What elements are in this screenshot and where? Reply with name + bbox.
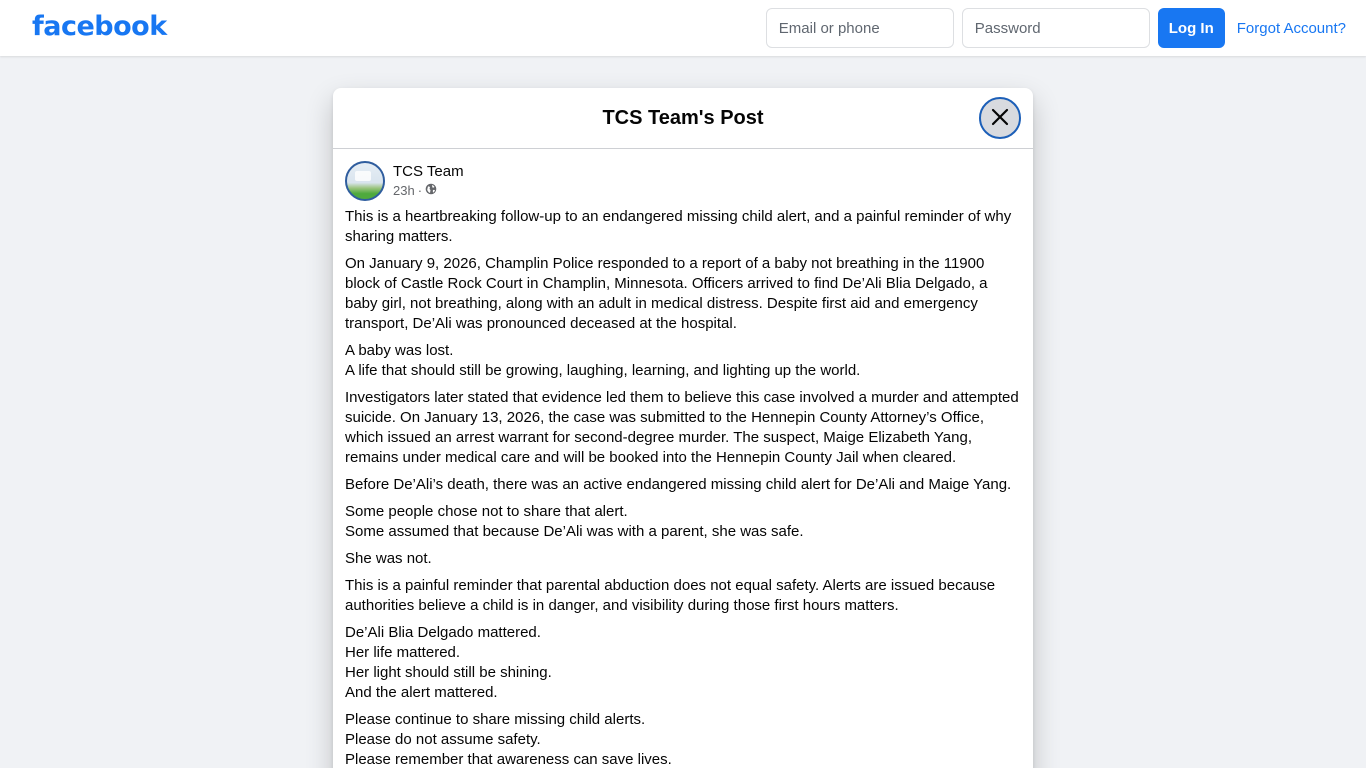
post-header	[333, 149, 1033, 201]
post-line: This is a painful reminder that parental abduction does not equal safety. Alerts are issued because authorities believe a child is in danger, and visibility during those first hours matters.	[345, 577, 996, 614]
post-paragraph	[345, 576, 1021, 616]
post-line: A life that should still be growing, laughing, learning, and lighting up the world.	[345, 362, 861, 379]
post-line: De’Ali Blia Delgado mattered.	[345, 624, 541, 641]
post-line: Investigators later stated that evidence led them to believe this case involved a murder and attempted suicide. On January 13, 2026, the case was submitted to the Hennepin County Attorney’s Office, which issued an arrest warrant for second-degree murder. The suspect, Maige Elizabeth Yang, remains under medical care and will be booked into the Hennepin County Jail when cleared.	[345, 389, 1019, 466]
post-paragraph	[345, 549, 1021, 569]
post-text	[333, 201, 1033, 768]
post-line: This is a heartbreaking follow-up to an endangered missing child alert, and a painful reminder of why sharing matters.	[345, 208, 1012, 245]
post-paragraph	[345, 207, 1021, 247]
post-paragraph	[345, 341, 1021, 381]
dialog-title: TCS Team's Post	[602, 106, 764, 129]
close-button[interactable]	[979, 97, 1021, 139]
post-line: Before De’Ali’s death, there was an active endangered missing child alert for De’Ali and Maige Yang.	[345, 476, 1012, 493]
post-line: Please continue to share missing child alerts.	[345, 711, 646, 728]
post-dialog	[333, 88, 1033, 768]
post-paragraph	[345, 475, 1021, 495]
post-line: Please remember that awareness can save lives.	[345, 751, 672, 768]
globe-icon	[425, 182, 437, 200]
dialog-header	[333, 88, 1033, 149]
top-navbar	[0, 0, 1366, 56]
post-line: On January 9, 2026, Champlin Police responded to a report of a baby not breathing in the 11900 block of Castle Rock Court in Champlin, Minnesota. Officers arrived to find De’Ali Blia Delgado, a baby girl, not breathing, along with an adult in medical distress. Despite first aid and emergency transport, De’Ali was pronounced deceased at the hospital.	[345, 255, 988, 332]
email-field[interactable]	[766, 8, 954, 48]
close-icon	[990, 107, 1010, 130]
facebook-logo[interactable]: facebook	[32, 11, 167, 42]
post-line: Some assumed that because De’Ali was with a parent, she was safe.	[345, 523, 804, 540]
post-paragraph	[345, 388, 1021, 468]
post-line: And the alert mattered.	[345, 684, 498, 701]
post-author[interactable]: TCS Team	[393, 163, 464, 180]
post-line: A baby was lost.	[345, 342, 454, 359]
post-line: Please do not assume safety.	[345, 731, 541, 748]
login-form	[766, 8, 1346, 48]
post-line: She was not.	[345, 550, 432, 567]
post-timestamp[interactable]: 23h	[393, 183, 415, 198]
post-line: Some people chose not to share that alert.	[345, 503, 628, 520]
forgot-account-link[interactable]: Forgot Account?	[1236, 19, 1346, 37]
post-paragraph	[345, 254, 1021, 334]
login-button[interactable]: Log In	[1158, 8, 1225, 48]
avatar[interactable]	[345, 161, 385, 201]
post-paragraph	[345, 623, 1021, 703]
password-field[interactable]	[962, 8, 1150, 48]
post-paragraph	[345, 502, 1021, 542]
post-paragraph	[345, 710, 1021, 768]
post-line: Her light should still be shining.	[345, 664, 552, 681]
post-line: Her life mattered.	[345, 644, 461, 661]
separator: ·	[417, 183, 423, 198]
